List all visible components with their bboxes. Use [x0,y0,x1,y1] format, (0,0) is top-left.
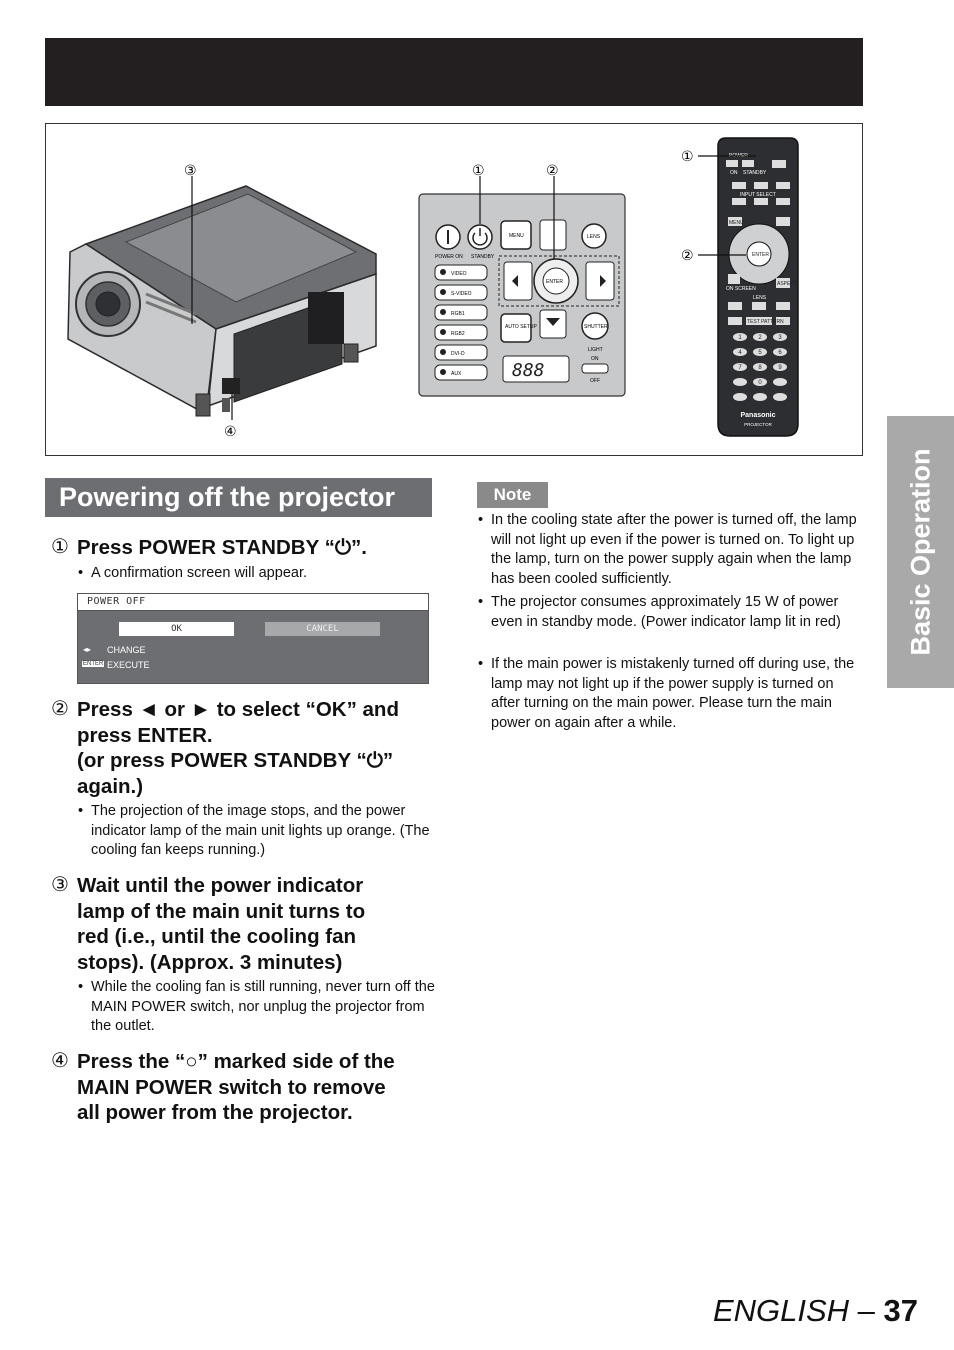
panel-label-off: OFF [590,378,600,384]
section-heading: Powering off the projector [45,478,432,517]
remote-key-6: 6 [778,350,782,356]
step-2-title-line: again.) [77,774,144,798]
note-bullet: • In the cooling state after the power is turned off, the lamp will not light up even if the power is turned on. To light up the lamp, turn on the power supply again when the lamp has been cooled sufficiently. [478,511,866,589]
page-number: 37 [883,1293,918,1328]
step-1-title: Press POWER STANDBY “⏻”. [77,536,367,559]
step-2 [51,697,436,799]
footer-separator: – [849,1293,884,1328]
remote-label-test-pattern: TEST PATTERN [747,319,784,325]
panel-input-video: VIDEO [451,271,467,277]
panel-label-on: ON [591,356,599,362]
remote-label-power: POWER [729,153,748,159]
page-footer [713,1293,918,1329]
remote-label-standby: STANDBY [743,170,767,176]
power-off-confirmation-screen [77,593,429,684]
callout-1-remote: ① [681,149,694,165]
osd-enter-icon: ENTER [83,661,104,667]
step-3-bullet: • While the cooling fan is still running, never turn off the MAIN POWER switch, nor unplug the projector from the outlet. [78,978,436,1037]
remote-key-2: 2 [758,335,762,341]
osd-ok-button[interactable]: OK [119,622,234,636]
osd-title: POWER OFF [87,596,146,607]
panel-label-enter: ENTER [546,279,563,285]
remote-key-0: 0 [758,380,762,386]
chapter-side-tab [887,416,954,688]
step-2-title-line: Press ◄ or ► to select “OK” and [77,698,399,721]
step-3-title-line: stops). (Approx. 3 minutes) [77,950,343,974]
remote-label-lens: LENS [753,295,767,301]
step-3-number: ③ [51,874,69,896]
step-3 [51,873,436,975]
osd-cancel-button[interactable]: CANCEL [265,622,380,636]
remote-model: PROJECTOR [744,422,772,427]
panel-label-power-on: POWER ON [435,254,463,260]
remote-key-8: 8 [758,365,762,371]
remote-control-illustration [718,138,798,436]
callout-2-panel: ② [546,163,559,179]
panel-label-shutter: SHUTTER [584,324,608,330]
step-2-title-line: (or press POWER STANDBY “⏻” [77,749,394,772]
step-1 [51,535,436,561]
projector-illustration [68,186,376,416]
osd-change-label: CHANGE [107,645,146,655]
step-2-title-line: press ENTER. [77,723,213,747]
panel-label-lens: LENS [587,234,601,240]
panel-label-standby: STANDBY [471,254,495,260]
step-3-title-line: lamp of the main unit turns to [77,899,366,923]
remote-key-3: 3 [778,335,782,341]
remote-key-7: 7 [738,365,742,371]
step-4-number: ④ [51,1050,69,1072]
osd-change-icon: ◂▸ [83,645,92,654]
panel-input-dvi-d: DVI-D [451,351,465,357]
step-4-title-line: Press the “○” marked side of the [77,1050,395,1073]
note-bullet: • If the main power is mistakenly turned off during use, the lamp may not light up if the power supply is turned on after turning on the main power. Please turn the main power on again after a while. [478,655,866,733]
chapter-side-tab-label: Basic Operation [905,448,935,656]
callout-3-projector: ③ [184,163,197,179]
panel-input-rgb1: RGB1 [451,311,465,317]
note-label: Note [477,482,548,508]
remote-label-enter: ENTER [752,252,769,258]
remote-key-4: 4 [738,350,742,356]
remote-label-input-select: INPUT SELECT [740,192,776,198]
remote-key-1: 1 [738,335,742,341]
remote-label-on-screen: ON SCREEN [726,286,756,292]
step-2-bullet: • The projection of the image stops, and the power indicator lamp of the main unit lights up orange. (The cooling fan keeps running.) [78,802,436,861]
step-1-number: ① [51,536,69,558]
step-4-title-line: all power from the projector. [77,1101,353,1124]
remote-key-9: 9 [778,365,782,371]
illustration-svg [46,124,862,455]
control-panel-illustration [419,194,625,396]
callout-4-projector: ④ [224,424,237,440]
panel-label-menu: MENU [509,233,524,239]
step-2-number: ② [51,698,69,720]
step-3-title-line: red (i.e., until the cooling fan [77,925,357,948]
osd-execute-label: EXECUTE [107,660,150,670]
remote-key-5: 5 [758,350,762,356]
note-bullet: • The projector consumes approximately 15 W of power even in standby mode. (Power indicator lamp lit in red) [478,593,866,632]
panel-label-light: LIGHT [588,347,603,353]
panel-input-s-video: S-VIDEO [451,291,472,297]
header-bar [45,38,863,106]
footer-language: ENGLISH [712,1293,850,1328]
panel-input-rgb2: RGB2 [451,331,465,337]
panel-input-aux: AUX [451,371,462,377]
step-4 [51,1049,436,1126]
remote-label-aspect: ASPECT [777,281,798,287]
panel-display-readout: 888 [512,360,545,381]
remote-label-menu: MENU [729,220,744,226]
step-3-title-line: Wait until the power indicator [77,874,364,897]
step-4-title-line: MAIN POWER switch to remove [77,1075,386,1099]
panel-label-auto-setup: AUTO SETUP [505,324,537,330]
illustration-panel [45,123,863,456]
remote-brand: Panasonic [740,412,776,419]
remote-label-on: ON [730,170,738,176]
step-1-bullet: • A confirmation screen will appear. [78,564,436,584]
callout-2-remote: ② [681,248,694,264]
callout-1-panel: ① [472,163,485,179]
